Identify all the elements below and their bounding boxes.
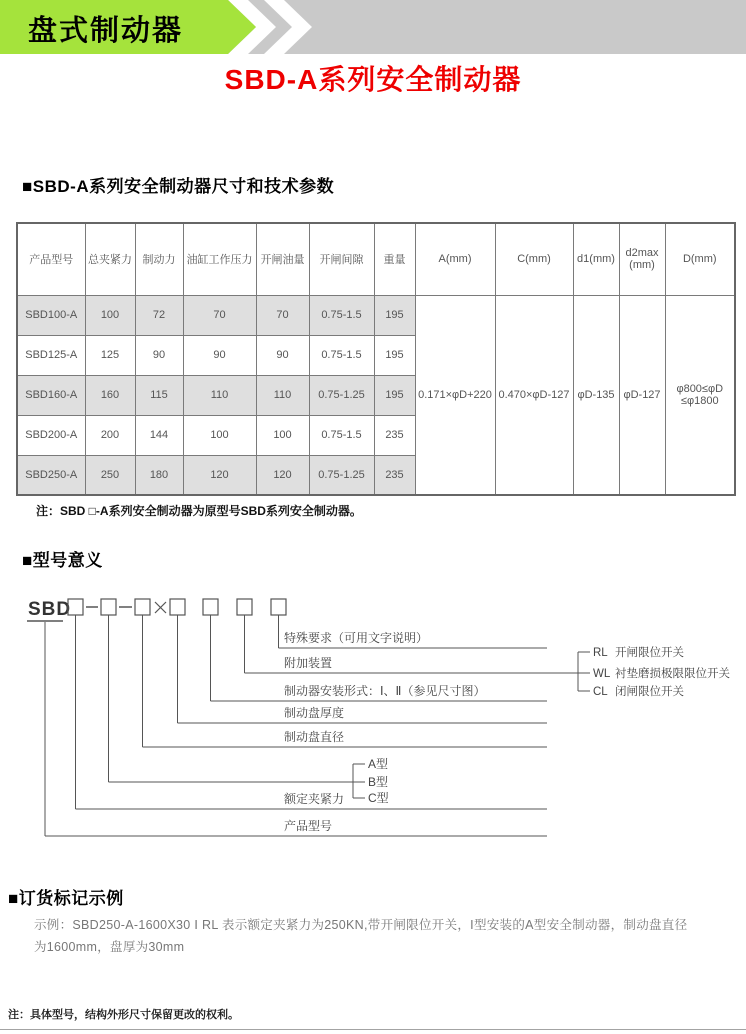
cell: 0.75-1.5 <box>309 335 374 375</box>
attachment-code-cl: CL <box>593 686 608 698</box>
cell: 0.75-1.25 <box>309 455 374 495</box>
cell-model: SBD125-A <box>17 335 85 375</box>
column-header: A(mm) <box>415 223 495 295</box>
column-header: 制动力 <box>135 223 183 295</box>
cell: 120 <box>183 455 256 495</box>
model-box-4 <box>170 599 185 615</box>
table-row <box>17 295 735 335</box>
cell-formula-d1: φD-135 <box>573 295 619 495</box>
cell: 72 <box>135 295 183 335</box>
cell: 90 <box>135 335 183 375</box>
type-option-a: A型 <box>368 757 389 771</box>
type-option-b: B型 <box>368 775 389 789</box>
column-header: d2max (mm) <box>619 223 665 295</box>
type-option-c: C型 <box>368 791 389 805</box>
column-header: 油缸工作压力 <box>183 223 256 295</box>
order-example-text <box>34 914 734 958</box>
cell: 70 <box>256 295 309 335</box>
specs-section-heading: ■SBD-A系列安全制动器尺寸和技术参数 <box>22 177 335 196</box>
column-header: C(mm) <box>495 223 573 295</box>
cell: 144 <box>135 415 183 455</box>
attachment-code-wl: WL <box>593 668 611 680</box>
d-range-line2: ≤φ1800 <box>680 394 719 407</box>
column-header: 产品型号 <box>17 223 85 295</box>
label-disc-thickness: 制动盘厚度 <box>284 706 345 720</box>
cell: 250 <box>85 455 135 495</box>
cell-model: SBD160-A <box>17 375 85 415</box>
cell: 0.75-1.5 <box>309 295 374 335</box>
column-header: 重量 <box>374 223 415 295</box>
model-box-7 <box>271 599 286 615</box>
cell: 195 <box>374 295 415 335</box>
cell: 235 <box>374 455 415 495</box>
header-banner <box>0 0 746 54</box>
cell: 110 <box>256 375 309 415</box>
attachment-label-wl: 衬垫磨损极限限位开关 <box>615 668 730 680</box>
model-box-6 <box>237 599 252 615</box>
column-header: D(mm) <box>665 223 735 295</box>
cell-formula-d2max: φD-127 <box>619 295 665 495</box>
cell: 200 <box>85 415 135 455</box>
column-header: d1(mm) <box>573 223 619 295</box>
d-range-line1: φ800≤φD <box>676 382 724 395</box>
cell: 115 <box>135 375 183 415</box>
model-box-2 <box>101 599 116 615</box>
model-prefix: SBD <box>28 599 72 620</box>
cell: 120 <box>256 455 309 495</box>
cell: 100 <box>85 295 135 335</box>
model-box-5 <box>203 599 218 615</box>
cell: 110 <box>183 375 256 415</box>
cell: 160 <box>85 375 135 415</box>
model-box-3 <box>135 599 150 615</box>
cell: 0.75-1.25 <box>309 375 374 415</box>
cell: 195 <box>374 375 415 415</box>
label-attachment: 附加装置 <box>284 656 333 670</box>
cell: 180 <box>135 455 183 495</box>
table-note: 注：SBD □-A系列安全制动器为原型号SBD系列安全制动器。 <box>36 504 362 518</box>
banner-title: 盘式制动器 <box>28 15 184 47</box>
footer-note: 注：具体型号，结构外形尺寸保留更改的权利。 <box>8 1009 239 1021</box>
column-header: 开闸油量 <box>256 223 309 295</box>
cell: 70 <box>183 295 256 335</box>
cell-model: SBD200-A <box>17 415 85 455</box>
cell-model: SBD250-A <box>17 455 85 495</box>
cell: 90 <box>183 335 256 375</box>
cell: 100 <box>183 415 256 455</box>
column-header: 开闸间隙 <box>309 223 374 295</box>
cell-formula-a: 0.171×φD+220 <box>415 295 495 495</box>
column-header: 总夹紧力 <box>85 223 135 295</box>
cell-model: SBD100-A <box>17 295 85 335</box>
cell: 0.75-1.5 <box>309 415 374 455</box>
cell: 235 <box>374 415 415 455</box>
order-example-line2: 为1600mm，盘厚为30mm <box>34 940 185 954</box>
cell-d-range <box>665 295 735 495</box>
attachment-label-cl: 闭闸限位开关 <box>615 686 684 698</box>
label-mounting: 制动器安装形式：Ⅰ、Ⅱ（参见尺寸图） <box>284 684 486 698</box>
label-product-model: 产品型号 <box>284 819 333 833</box>
cell: 195 <box>374 335 415 375</box>
page-title: SBD-A系列安全制动器 <box>224 64 522 95</box>
label-disc-diameter: 制动盘直径 <box>284 730 345 744</box>
cell: 100 <box>256 415 309 455</box>
cell: 90 <box>256 335 309 375</box>
cell-formula-c: 0.470×φD-127 <box>495 295 573 495</box>
order-section-heading: ■订货标记示例 <box>8 889 124 908</box>
label-clamping-force: 额定夹紧力 <box>284 792 345 806</box>
model-meaning-diagram <box>0 585 746 865</box>
model-section-heading: ■型号意义 <box>22 551 103 570</box>
order-example-line1: 示例：SBD250-A-1600X30 Ⅰ RL 表示额定夹紧力为250KN,带开闸限位开关，I型安装的A型安全制动器，制动盘直径 <box>34 918 688 932</box>
label-special: 特殊要求（可用文字说明） <box>284 631 429 645</box>
attachment-code-rl: RL <box>593 647 608 659</box>
table-header-row <box>17 223 735 295</box>
specs-table <box>16 222 736 496</box>
cell: 125 <box>85 335 135 375</box>
bottom-rule <box>0 1029 746 1030</box>
attachment-label-rl: 开闸限位开关 <box>615 647 684 659</box>
